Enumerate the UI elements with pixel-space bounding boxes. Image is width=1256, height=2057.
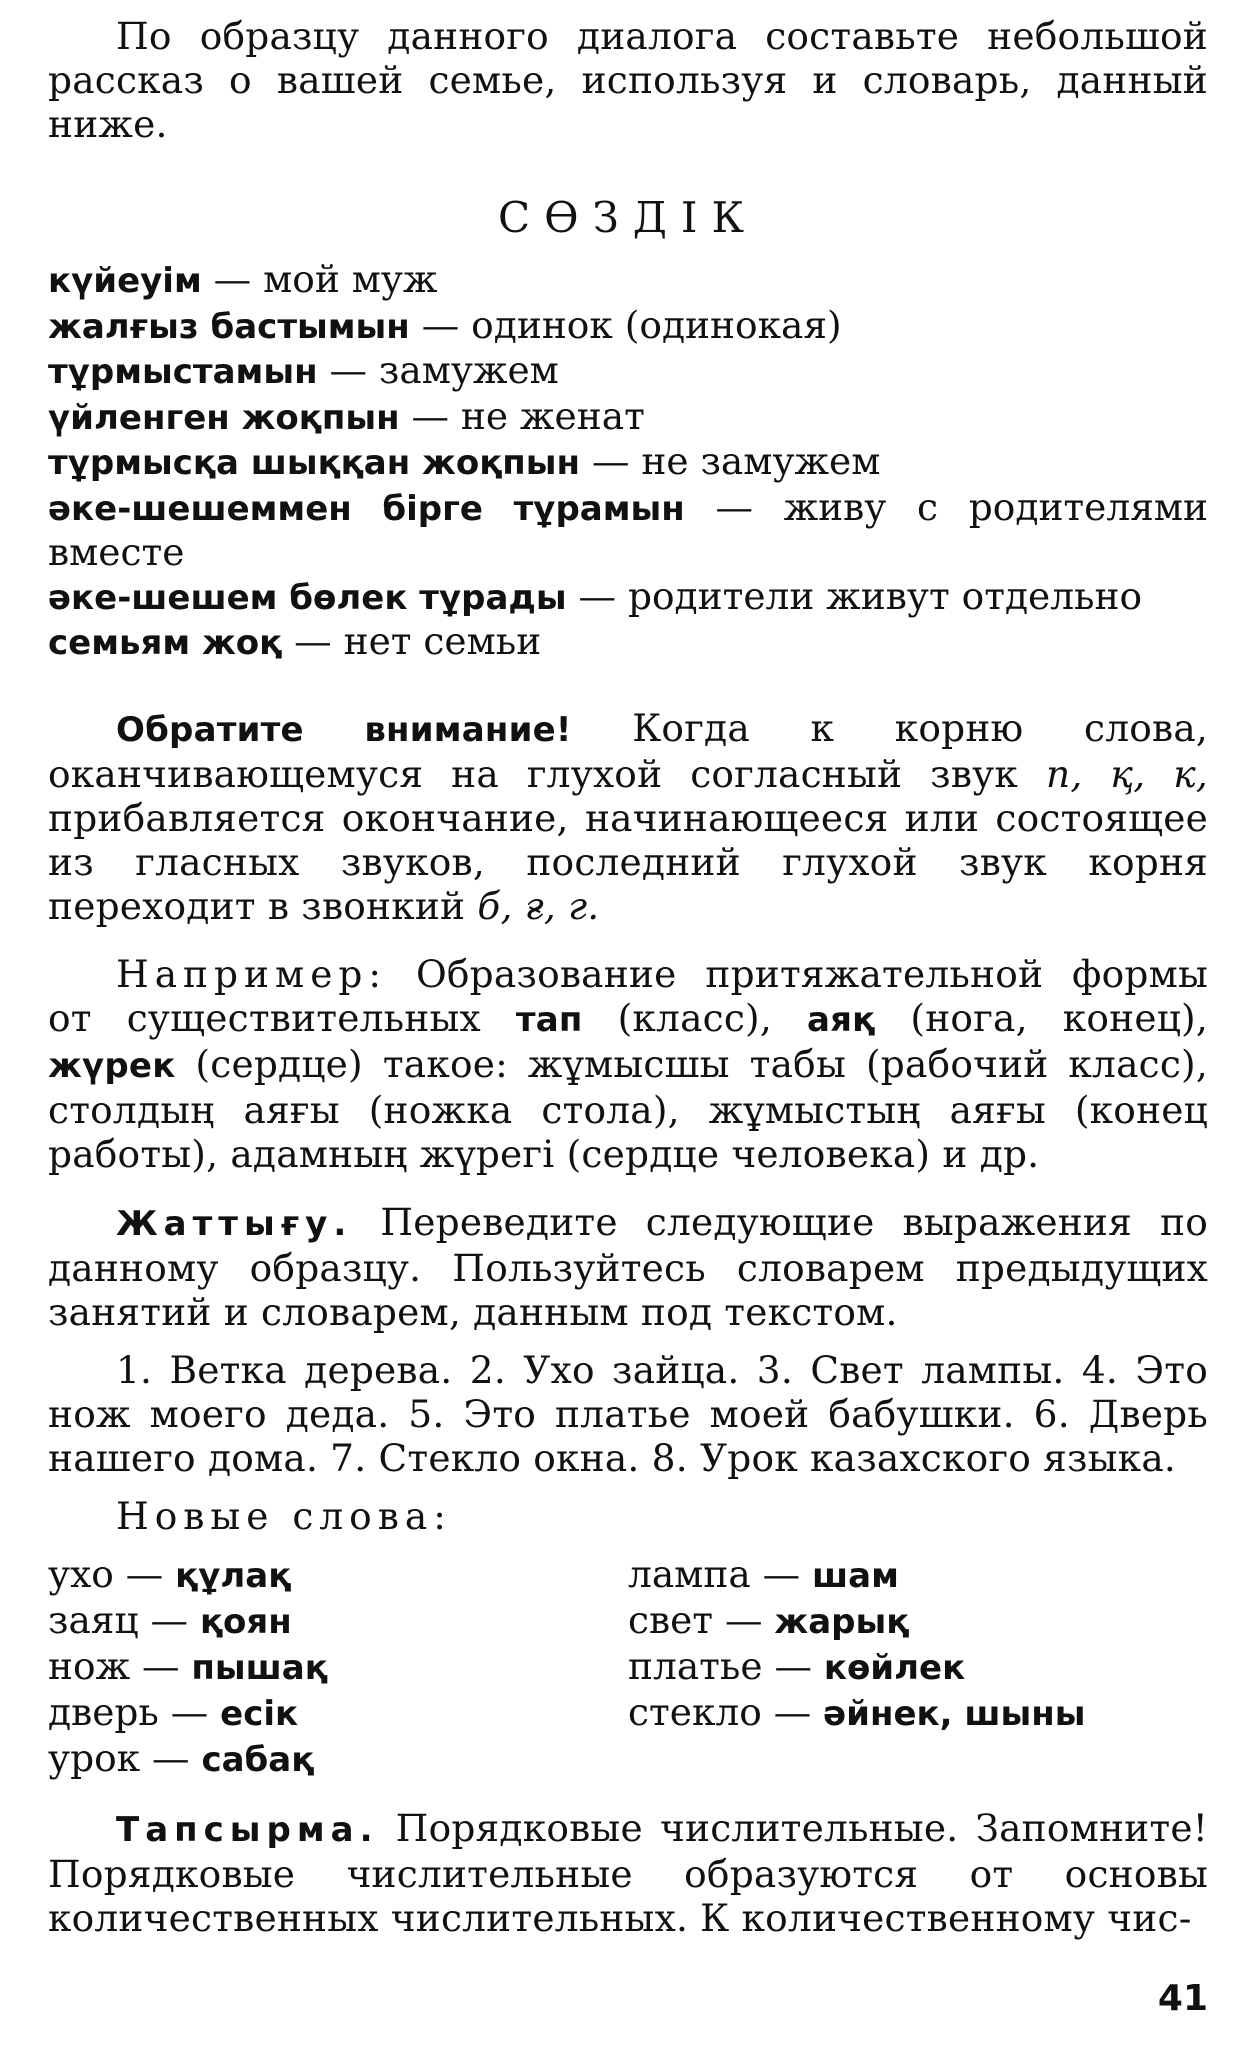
attention-label: Обратите внимание! (116, 709, 572, 750)
new-words-right-column (628, 1552, 1208, 1782)
task-paragraph: Тапсырма. Порядковые числительные. Запомните! Порядковые числительные образуются от основы количественных числительных. К количественному чис- (48, 1805, 1208, 1940)
dictionary-entry: әке-шешем бөлек тұрады — родители живут отдельно (48, 573, 1143, 618)
new-word-item: стекло — әйнек, шыны (628, 1689, 1086, 1734)
new-word-item: заяц — қоян (48, 1597, 292, 1642)
dictionary-title: СӨЗДІК (498, 193, 758, 242)
new-word-item: дверь — есік (48, 1689, 299, 1734)
new-words-list (48, 1552, 1208, 1782)
new-words-left-column (48, 1552, 628, 1782)
dictionary-entry: семьям жоқ — нет семьи (48, 619, 542, 663)
new-word-item: нож — пышақ (48, 1643, 328, 1688)
example-paragraph: Например: Образование притяжательной формы от существительных тап (класс), аяқ (нога, конец), жүрек (сердце) такое: жұмысшы табы (рабочий класс), столдың аяғы (ножка стола), жұмыстың аяғы (конец работы), адамның жүрегі (сердце человека) и др. (48, 951, 1208, 1176)
dictionary-list (48, 258, 1208, 666)
new-word-item: платье — көйлек (628, 1643, 966, 1688)
new-word-item: лампа — шам (628, 1551, 899, 1596)
dictionary-entry: әке-шешеммен бірге тұрамын — живу с родителями вместе (48, 484, 1209, 574)
intro-paragraph: По образцу данного диалога составьте небольшой рассказ о вашей семье, используя и словарь, данный ниже. (48, 14, 1208, 146)
dictionary-entry: тұрмыстамын — замужем (48, 348, 559, 392)
attention-paragraph: Обратите внимание! Когда к корню слова, оканчивающемуся на глухой согласный звук п, қ, к, прибавляется окончание, начинающееся или состоящее из гласных звуков, последний глухой звук корня переходит в звонкий б, ғ, г. (48, 705, 1208, 928)
exercise-label: Жаттығу. (116, 1203, 353, 1244)
dictionary-entry: тұрмысқа шыққан жоқпын — не замужем (48, 439, 881, 483)
page-number: 41 (1157, 1978, 1208, 2019)
dictionary-entry: күйеуім — мой муж (48, 257, 438, 301)
new-word-item: свет — жарық (628, 1597, 910, 1642)
dictionary-entry: үйленген жоқпын — не женат (48, 393, 645, 438)
dictionary-entry: жалғыз бастымын — одинок (одинокая) (48, 302, 842, 347)
new-words-label: Новые слова: (116, 1493, 452, 1538)
page (48, 14, 1208, 1940)
new-word-item: урок — сабақ (48, 1735, 315, 1780)
exercise-items: 1. Ветка дерева. 2. Ухо зайца. 3. Свет лампы. 4. Это нож моего деда. 5. Это платье моей бабушки. 6. Дверь нашего дома. 7. Стекло окна. 8. Урок казахского языка. (48, 1347, 1208, 1480)
exercise-paragraph: Жаттығу. Переведите следующие выражения по данному образцу. Пользуйтесь словарем предыдущих занятий и словарем, данным под текстом. (48, 1199, 1208, 1334)
example-label: Например: (116, 951, 388, 996)
new-word-item: ухо — құлақ (48, 1551, 292, 1596)
task-label: Тапсырма. (116, 1809, 379, 1850)
